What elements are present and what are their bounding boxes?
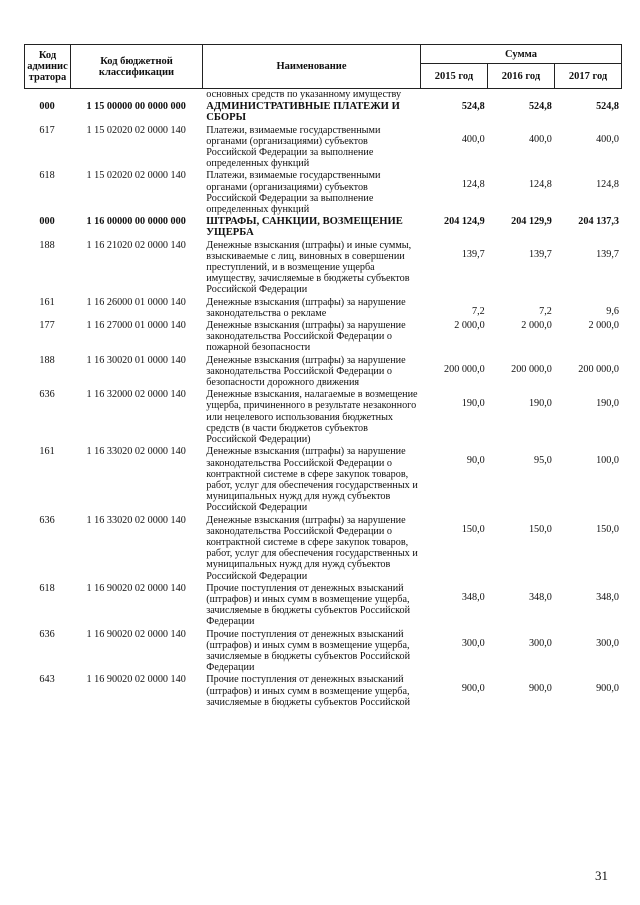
budget-code-cell: 1 16 33020 02 0000 140 xyxy=(86,514,186,526)
table-row xyxy=(24,240,622,297)
value-2016-cell: 400,0 xyxy=(528,133,552,145)
name-cell: Прочие поступления от денежных взысканий (штрафов) и иных сумм в возмещение ущерба, зачисляемые в бюджеты субъектов Российской xyxy=(206,674,411,708)
table-row xyxy=(24,389,622,446)
budget-code-cell xyxy=(70,89,202,101)
table-row xyxy=(24,674,622,709)
name-cell: АДМИНИСТРАТИВНЫЕ ПЛАТЕЖИ И СБОРЫ xyxy=(206,101,400,124)
value-2017-cell xyxy=(555,89,622,101)
admin-code-cell: 636 xyxy=(39,514,55,526)
name-cell: Денежные взыскания (штрафы) за нарушение законодательства Российской Федерации о контрактной системе в сфере закупок товаров, работ, услуг для обеспечения государственных и муниципальных нужд для нужд субъектов Российской Федерации xyxy=(206,514,418,582)
name-cell: Денежные взыскания (штрафы) за нарушение законодательства Российской Федерации о пожарной безопасности xyxy=(206,320,406,354)
value-2016-cell: 190,0 xyxy=(528,398,552,410)
value-2015-cell: 7,2 xyxy=(472,305,485,317)
name-cell: Платежи, взимаемые государственными органами (организациями) субъектов Российской Федерации за выполнение определенных функций xyxy=(206,170,381,216)
table-row xyxy=(24,125,622,171)
table-row xyxy=(24,320,622,355)
value-2016-cell: 95,0 xyxy=(534,455,552,467)
budget-code-cell: 1 16 90020 02 0000 140 xyxy=(86,582,186,594)
admin-code-cell: 177 xyxy=(39,320,55,332)
value-2016-cell xyxy=(488,89,555,101)
admin-code-cell: 617 xyxy=(39,124,55,136)
table-row xyxy=(24,170,622,216)
value-2016-cell: 204 129,9 xyxy=(511,216,552,228)
page-number: 31 xyxy=(595,868,608,883)
header-budget-code: Код бюджетной классификации xyxy=(71,45,203,89)
value-2017-cell: 348,0 xyxy=(596,591,619,603)
value-2015-cell: 190,0 xyxy=(461,398,485,410)
budget-code-cell: 1 16 27000 01 0000 140 xyxy=(86,320,186,332)
budget-code-cell: 1 16 00000 00 0000 000 xyxy=(86,216,186,228)
admin-code-cell: 636 xyxy=(39,628,55,640)
budget-code-cell: 1 15 00000 00 0000 000 xyxy=(86,101,186,113)
budget-table-page xyxy=(24,44,622,709)
value-2015-cell: 2 000,0 xyxy=(454,320,485,332)
admin-code-cell: 161 xyxy=(39,296,55,308)
header-admin-code: Код админис тратора xyxy=(25,45,71,89)
budget-code-cell: 1 16 21020 02 0000 140 xyxy=(86,239,186,251)
header-year-2017: 2017 год xyxy=(555,64,622,89)
name-cell: Денежные взыскания (штрафы) за нарушение законодательства Российской Федерации о контрактной системе в сфере закупок товаров, работ, услуг для обеспечения государственных и муниципальных нужд для нужд субъектов Российской Федерации xyxy=(206,446,418,514)
value-2017-cell: 139,7 xyxy=(596,248,619,260)
table-header xyxy=(24,44,622,89)
value-2016-cell: 139,7 xyxy=(528,248,552,260)
budget-code-cell: 1 15 02020 02 0000 140 xyxy=(86,124,186,136)
value-2016-cell: 200 000,0 xyxy=(511,363,552,375)
budget-code-cell: 1 16 26000 01 0000 140 xyxy=(86,296,186,308)
value-2017-cell: 400,0 xyxy=(596,133,619,145)
admin-code-cell: 618 xyxy=(39,582,55,594)
value-2016-cell: 348,0 xyxy=(528,591,552,603)
value-2015-cell: 90,0 xyxy=(466,455,485,467)
value-2015-cell: 200 000,0 xyxy=(444,363,485,375)
value-2016-cell: 124,8 xyxy=(528,179,552,191)
name-cell: Денежные взыскания (штрафы) и иные суммы, взыскиваемые с лиц, виновных в совершении преступлений, и в возмещение ущерба имуществу, зачисляемые в бюджеты субъектов Российской Федерации xyxy=(206,239,412,296)
table-row xyxy=(24,446,622,514)
value-2015-cell: 300,0 xyxy=(461,637,485,649)
name-cell: Прочие поступления от денежных взысканий (штрафов) и иных сумм в возмещение ущерба, зачисляемые в бюджеты субъектов Российской Федерации xyxy=(206,582,411,628)
table-row xyxy=(24,515,622,583)
value-2015-cell: 400,0 xyxy=(461,133,485,145)
value-2017-cell: 200 000,0 xyxy=(578,363,619,375)
budget-code-cell: 1 16 90020 02 0000 140 xyxy=(86,628,186,640)
budget-code-cell: 1 15 02020 02 0000 140 xyxy=(86,170,186,182)
name-cell: основных средств по указанному имуществу xyxy=(206,89,402,100)
value-2015-cell: 900,0 xyxy=(461,683,485,695)
value-2015-cell: 124,8 xyxy=(461,179,485,191)
table-row xyxy=(24,216,622,239)
table-row xyxy=(24,355,622,390)
table-body xyxy=(24,89,622,709)
header-sum: Сумма xyxy=(421,45,622,64)
budget-code-cell: 1 16 33020 02 0000 140 xyxy=(86,446,186,458)
admin-code-cell: 643 xyxy=(39,674,55,686)
table-row xyxy=(24,101,622,124)
value-2017-cell: 150,0 xyxy=(596,523,619,535)
admin-code-cell: 188 xyxy=(39,354,55,366)
admin-code-cell: 636 xyxy=(39,389,55,401)
value-2017-cell: 900,0 xyxy=(596,683,619,695)
budget-code-cell: 1 16 90020 02 0000 140 xyxy=(86,674,186,686)
admin-code-cell xyxy=(24,89,70,101)
value-2017-cell: 300,0 xyxy=(596,637,619,649)
admin-code-cell: 000 xyxy=(39,216,55,228)
header-year-2016: 2016 год xyxy=(488,64,555,89)
value-2017-cell: 524,8 xyxy=(596,101,619,113)
value-2017-cell: 100,0 xyxy=(596,455,619,467)
value-2016-cell: 2 000,0 xyxy=(521,320,552,332)
value-2015-cell: 348,0 xyxy=(461,591,485,603)
value-2017-cell: 190,0 xyxy=(596,398,619,410)
value-2017-cell: 2 000,0 xyxy=(588,320,619,332)
name-cell: Денежные взыскания (штрафы) за нарушение законодательства о рекламе xyxy=(206,296,406,319)
value-2015-cell: 204 124,9 xyxy=(444,216,485,228)
table-row xyxy=(24,297,622,320)
admin-code-cell: 618 xyxy=(39,170,55,182)
value-2017-cell: 124,8 xyxy=(596,179,619,191)
table-row xyxy=(24,629,622,675)
value-2016-cell: 7,2 xyxy=(539,305,552,317)
header-name: Наименование xyxy=(203,45,421,89)
value-2016-cell: 524,8 xyxy=(528,101,552,113)
table-row xyxy=(24,583,622,629)
budget-code-cell: 1 16 32000 02 0000 140 xyxy=(86,389,186,401)
admin-code-cell: 161 xyxy=(39,446,55,458)
name-cell: Денежные взыскания (штрафы) за нарушение законодательства Российской Федерации о безопасности дорожного движения xyxy=(206,354,406,389)
value-2015-cell: 139,7 xyxy=(461,248,485,260)
admin-code-cell: 000 xyxy=(39,101,55,113)
value-2017-cell: 204 137,3 xyxy=(578,216,619,228)
value-2015-cell: 150,0 xyxy=(461,523,485,535)
value-2015-cell: 524,8 xyxy=(461,101,485,113)
value-2016-cell: 150,0 xyxy=(528,523,552,535)
table-row xyxy=(24,89,622,101)
header-year-2015: 2015 год xyxy=(421,64,488,89)
budget-code-cell: 1 16 30020 01 0000 140 xyxy=(86,354,186,366)
name-cell: Денежные взыскания, налагаемые в возмещение ущерба, причиненного в результате незаконного или нецелевого использования бюджетных средств (в части бюджетов субъектов Российской Федерации) xyxy=(206,389,418,446)
name-cell: Прочие поступления от денежных взысканий (штрафов) и иных сумм в возмещение ущерба, зачисляемые в бюджеты субъектов Российской Федерации xyxy=(206,628,411,674)
value-2015-cell xyxy=(421,89,488,101)
value-2016-cell: 300,0 xyxy=(528,637,552,649)
value-2016-cell: 900,0 xyxy=(528,683,552,695)
value-2017-cell: 9,6 xyxy=(606,305,619,317)
name-cell: Платежи, взимаемые государственными органами (организациями) субъектов Российской Федерации за выполнение определенных функций xyxy=(206,124,381,170)
admin-code-cell: 188 xyxy=(39,239,55,251)
name-cell: ШТРАФЫ, САНКЦИИ, ВОЗМЕЩЕНИЕ УЩЕРБА xyxy=(206,216,403,239)
